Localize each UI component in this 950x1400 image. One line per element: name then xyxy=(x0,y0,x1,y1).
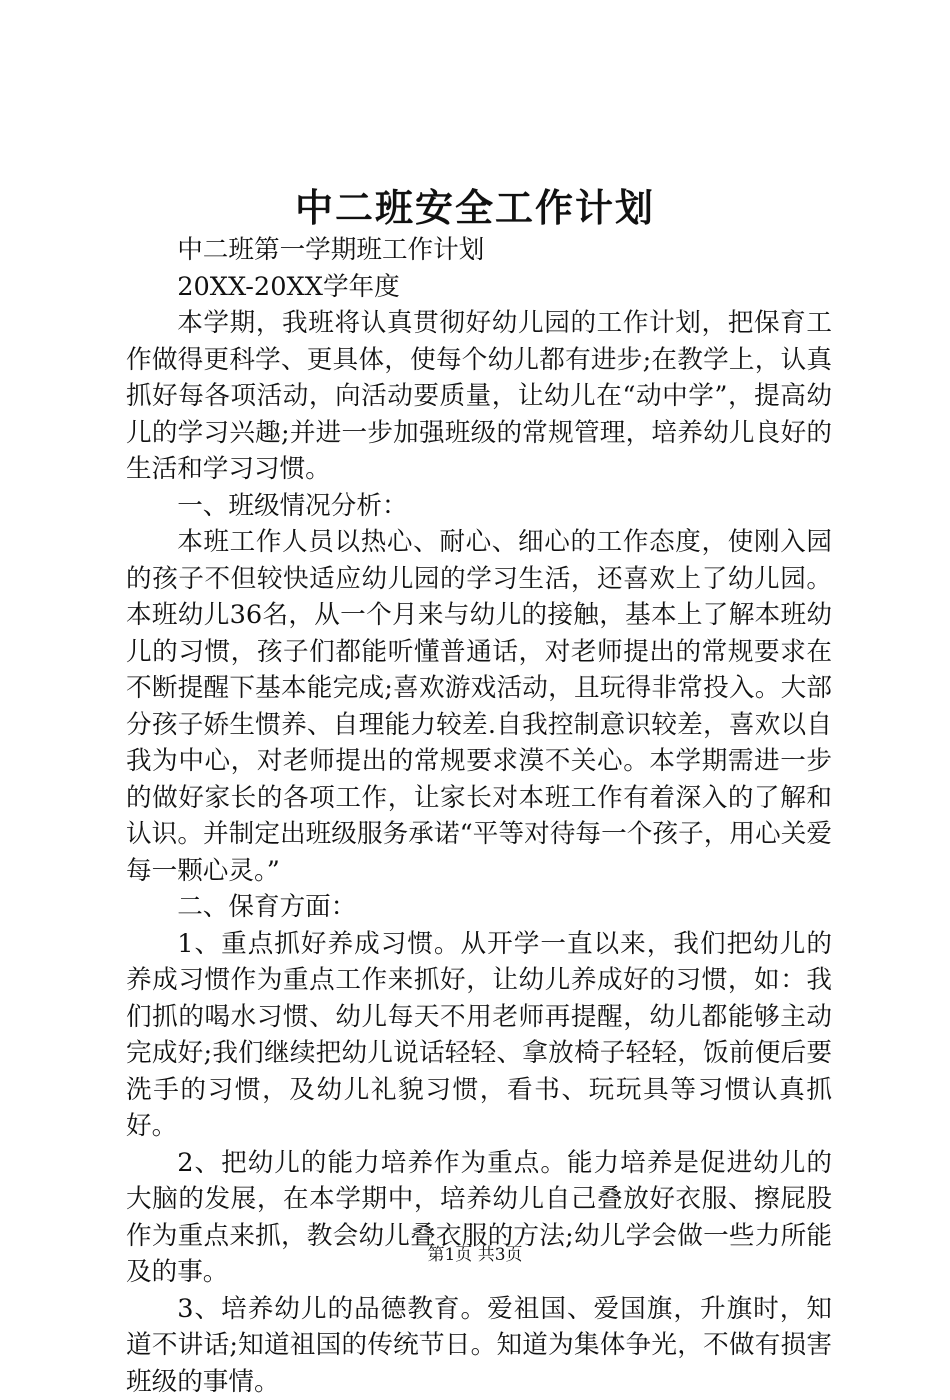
paragraph-care-3: 3、培养幼儿的品德教育。爱祖国、爱国旗，升旗时，知道不讲话;知道祖国的传统节日。知道为集体争光，不做有损害班级的事情。 xyxy=(126,1291,832,1400)
page-indicator: 第1页 共3页 xyxy=(0,1243,950,1267)
section-heading-care: 二、保育方面： xyxy=(126,889,832,926)
paragraph-class-analysis: 本班工作人员以热心、耐心、细心的工作态度，使刚入园的孩子不但较快适应幼儿园的学习生活，还喜欢上了幼儿园。本班幼儿36名，从一个月来与幼儿的接触，基本上了解本班幼儿的习惯，孩子们都能听懂普通话，对老师提出的常规要求在不断提醒下基本能完成;喜欢游戏活动，且玩得非常投入。大部分孩子娇生惯养、自理能力较差.自我控制意识较差，喜欢以自我为中心，对老师提出的常规要求漠不关心。本学期需进一步的做好家长的各项工作，让家长对本班工作有着深入的了解和认识。并制定出班级服务承诺“平等对待每一个孩子，用心关爱每一颗心灵。” xyxy=(126,524,832,889)
paragraph-subtitle: 中二班第一学期班工作计划 xyxy=(126,232,832,269)
paragraph-care-2: 2、把幼儿的能力培养作为重点。能力培养是促进幼儿的大脑的发展，在本学期中，培养幼儿自己叠放好衣服、擦屁股作为重点来抓，教会幼儿叠衣服的方法;幼儿学会做一些力所能及的事。 xyxy=(126,1145,832,1291)
document-body xyxy=(126,232,832,1400)
paragraph-care-1: 1、重点抓好养成习惯。从开学一直以来，我们把幼儿的养成习惯作为重点工作来抓好，让幼儿养成好的习惯，如：我们抓的喝水习惯、幼儿每天不用老师再提醒，幼儿都能够主动完成好;我们继续把幼儿说话轻轻、拿放椅子轻轻，饭前便后要洗手的习惯，及幼儿礼貌习惯，看书、玩玩具等习惯认真抓好。 xyxy=(126,926,832,1145)
paragraph-intro: 本学期，我班将认真贯彻好幼儿园的工作计划，把保育工作做得更科学、更具体，使每个幼儿都有进步;在教学上，认真抓好每各项活动，向活动要质量，让幼儿在“动中学”，提高幼儿的学习兴趣;并进一步加强班级的常规管理，培养幼儿良好的生活和学习习惯。 xyxy=(126,305,832,488)
document-title: 中二班安全工作计划 xyxy=(0,180,950,236)
paragraph-school-year: 20XX-20XX学年度 xyxy=(126,269,832,306)
section-heading-class-analysis: 一、班级情况分析： xyxy=(126,488,832,525)
